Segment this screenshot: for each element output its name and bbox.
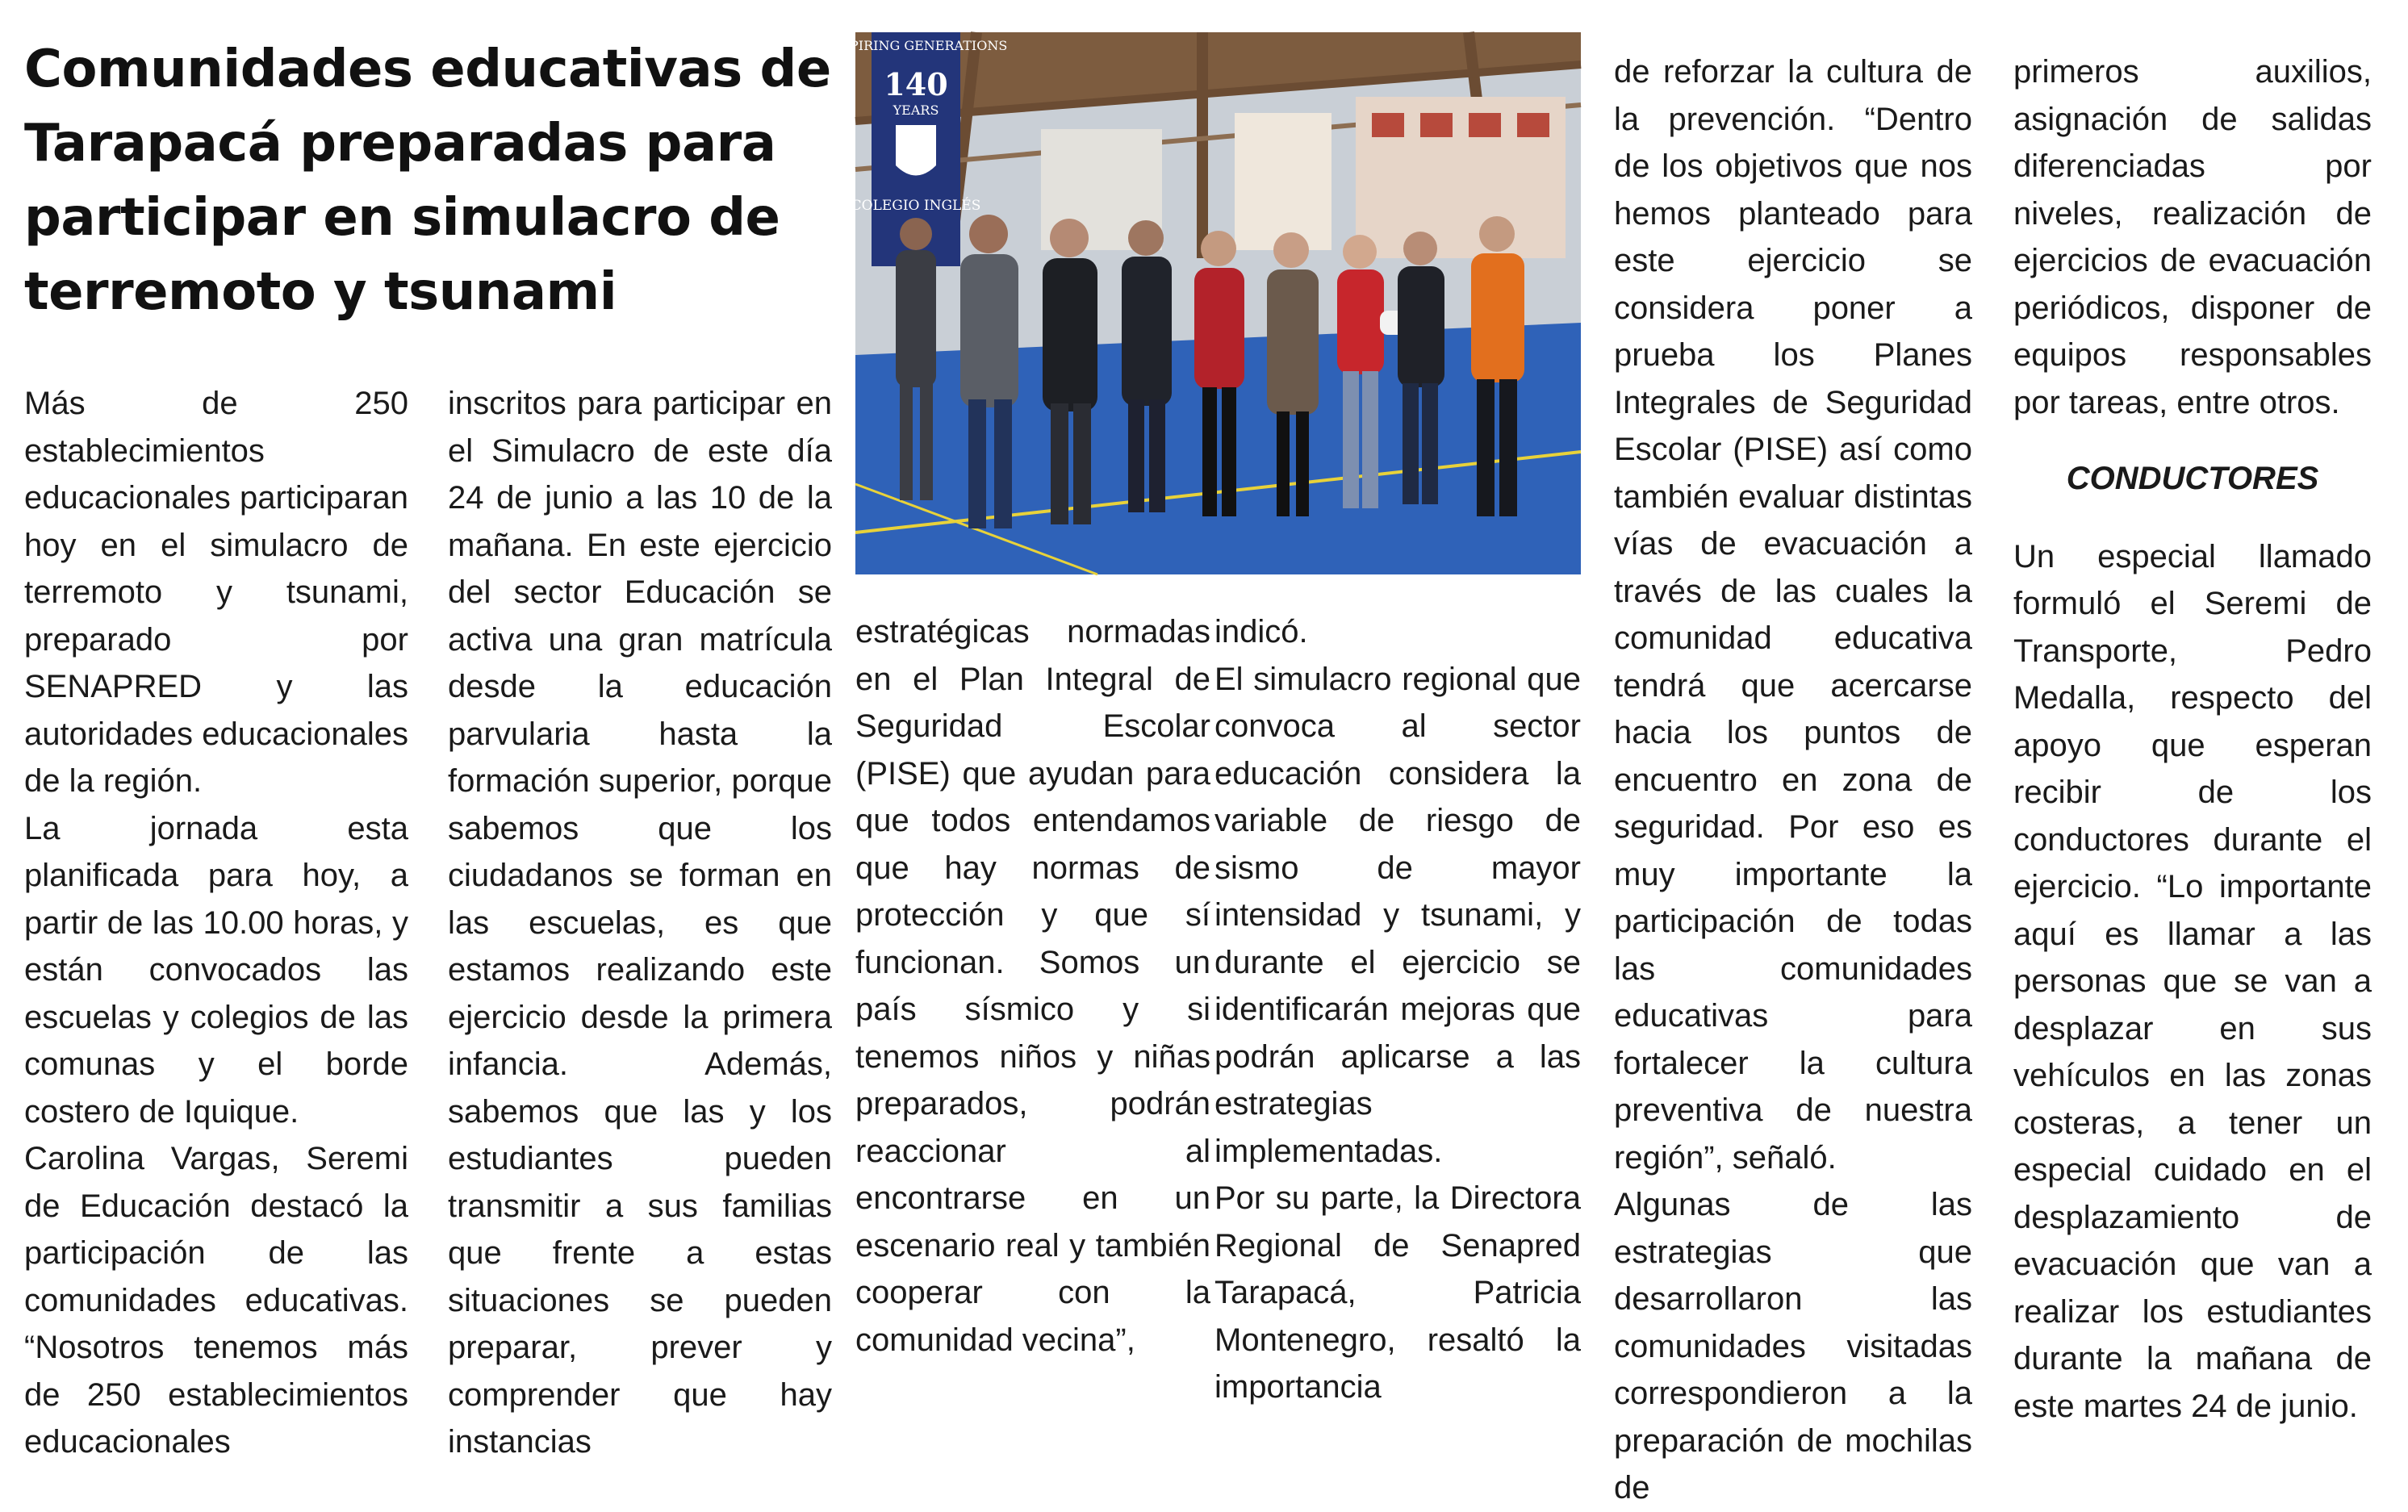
banner-years: YEARS [893,102,939,118]
section-subheading: CONDUCTORES [2066,461,2319,496]
article-photo [824,32,1581,574]
paragraph: Algunas de las estrategias que desarrollaron las comunidades visitadas correspondieron a la preparación de mochilas de [1614,1187,1972,1506]
paragraph: indicó. [1214,614,1308,649]
article-column-1 [24,380,408,1466]
paragraph: de reforzar la cultura de la prevención. “Dentro de los objetivos que nos hemos planteado para este ejercicio se considera poner a prueba los Planes Integrales de Seguridad Escolar (PISE) así como también evaluar distintas vías de evacuación a través de las cuales la comunidad educativa tendrá que acercarse hacia los puntos de encuentro en zona de seguridad. Por eso es muy importante la participación de todas las comunidades educativas para fortalecer la cultura preventiva de nuestra región”, señaló. [1614,54,1972,1176]
paragraph: Por su parte, la Directora Regional de Senapred Tarapacá, Patricia Montenegro, resaltó la importancia [1214,1180,1581,1405]
article-column-4 [1214,608,1581,1411]
article-column-5 [1614,48,1972,1512]
paragraph: Carolina Vargas, Seremi de Educación destacó la participación de las comunidades educativas. “Nosotros tenemos más de 250 establecimientos educacionales [24,1141,408,1460]
paragraph: El simulacro regional que convoca al sector educación considera la variable de riesgo de sismo de mayor intensidad y tsunami, y durante el ejercicio se identificarán mejoras que podrán aplicarse a las estrategias implementadas. [1214,661,1581,1169]
paragraph: estratégicas normadas en el Plan Integral de Seguridad Escolar (PISE) que ayudan para que todos entendamos que hay normas de protección y que sí funcionan. Somos un país sísmico y si tenemos niños y niñas preparados, podrán reaccionar al encontrarse en un escenario real y también cooperar con la comunidad vecina”, [855,614,1210,1358]
crest-icon [896,125,936,176]
article-column-3 [855,608,1210,1364]
paragraph: inscritos para participar en el Simulacro de este día 24 de junio a las 10 de la mañana. En este ejercicio del sector Educación se activa una gran matrícula desde la educación parvularia hasta la formación superior, porque sabemos que los ciudadanos se forman en las escuelas, es que estamos realizando este ejercicio desde la primera infancia. Además, sabemos que las y los estudiantes pueden transmitir a sus familias que frente a estas situaciones se pueden preparar, prever y comprender que hay instancias [448,386,832,1460]
paragraph: Un especial llamado formuló el Seremi de Transporte, Pedro Medalla, respecto del apoyo que esperan recibir de los conductores durante el ejercicio. “Lo importante aquí es llamar a las personas que se van a desplazar en sus vehículos en las zonas costeras, a tener un especial cuidado en el desplazamiento de evacuación que van a realizar los estudiantes durante la mañana de este martes 24 de junio. [2013,538,2372,1424]
paragraph: La jornada esta planificada para hoy, a partir de las 10.00 horas, y están convocados las escuelas y colegios de las comunas y el borde costero de Iquique. [24,810,408,1130]
banner-bottom-text: COLEGIO INGLÉS [851,198,981,214]
banner-number: 140 [884,66,948,102]
paragraph: primeros auxilios, asignación de salidas diferenciadas por niveles, realización de ejercicios de evacuación periódicos, disponer de equipos responsables por tareas, entre otros. [2013,54,2372,420]
article-headline: Comunidades educativas de Tarapacá preparadas para participar en simulacro de terremoto y tsunami [24,40,831,322]
article-column-2 [448,380,832,1466]
photo-illustration [824,32,1581,574]
banner-top-text: INSPIRING GENERATIONS [824,38,1008,53]
article-column-6 [2013,48,2372,1430]
paragraph: Más de 250 establecimientos educacionales participaran hoy en el simulacro de terremoto y tsunami, preparado por SENAPRED y las autoridades educacionales de la región. [24,386,408,799]
